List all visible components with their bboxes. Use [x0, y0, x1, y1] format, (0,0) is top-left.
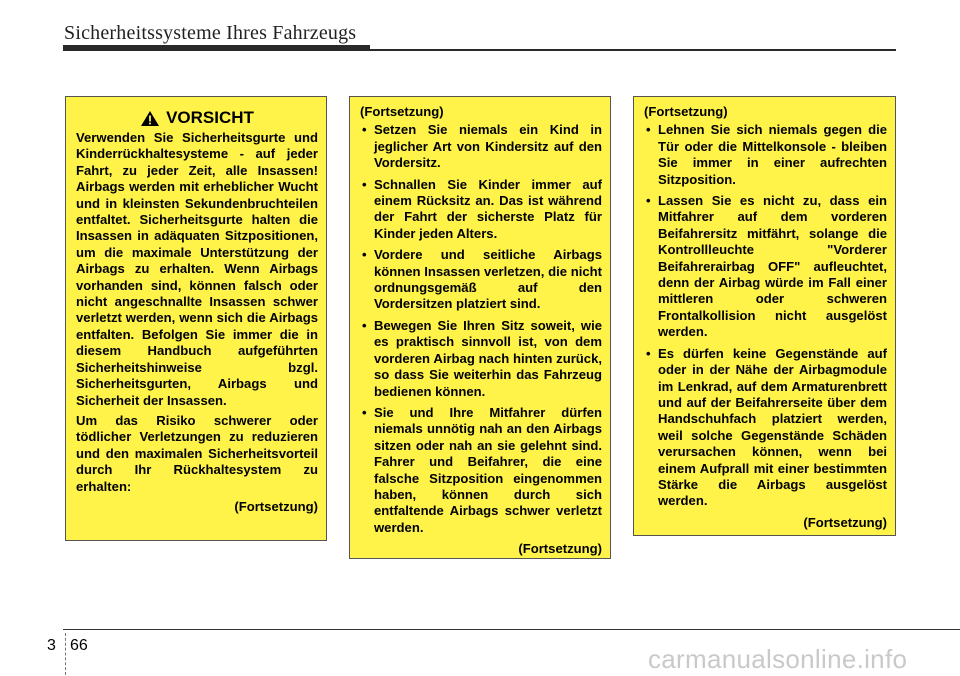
caution-paragraph-2: Um das Risiko schwerer oder tödlicher Verletzungen zu reduzieren und den maximalen Sicherheitsvorteil durch Ihr Rückhaltesystem zu erhalten: — [76, 412, 318, 494]
list-item: • Es dürfen keine Gegenstände auf oder in der Nähe der Airbagmodule im Lenkrad, auf dem Armaturenbrett und auf der Beifahrerseite über dem Handschuhfach platziert werden, weil solche Gegenstände Schäden verursachen können, wenn bei einem Aufprall mit einer bestimmten Stärke die Airbags ausgelöst werden. — [644, 346, 887, 510]
page-number: 66 — [70, 637, 88, 654]
header-bar — [63, 45, 370, 51]
continued-label: (Fortsetzung) — [234, 498, 318, 514]
caution-panel — [65, 96, 327, 541]
continued-label: (Fortsetzung) — [518, 541, 602, 557]
continued-label: (Fortsetzung) — [803, 514, 887, 530]
continuation-label: (Fortsetzung) — [360, 104, 444, 119]
page-number-separator — [65, 633, 66, 675]
list-item: • Vordere und seitliche Airbags können Insassen verletzen, die nicht ordnungsgemäß auf den Vordersitzen platziert sind. — [360, 247, 602, 313]
list-item: • Bewegen Sie Ihren Sitz soweit, wie es praktisch sinnvoll ist, von dem vorderen Airbag nach hinten zurück, so dass Sie weiterhin das Fahrzeug bedienen können. — [360, 318, 602, 400]
list-item: • Lehnen Sie sich niemals gegen die Tür oder die Mittelkonsole - bleiben Sie immer in einer aufrechten Sitzposition. — [644, 122, 887, 188]
caution-panel-continued-2 — [633, 96, 896, 536]
list-item: • Setzen Sie niemals ein Kind in jeglicher Art von Kindersitz auf den Vordersitz. — [360, 122, 602, 171]
bullet-list — [644, 122, 887, 509]
header-title: Sicherheitssysteme Ihres Fahrzeugs — [64, 22, 357, 44]
caution-panel-continued-1 — [349, 96, 611, 559]
continuation-label: (Fortsetzung) — [644, 104, 728, 119]
bullet-list — [360, 122, 602, 536]
caution-heading-text: VORSICHT — [166, 108, 254, 127]
list-item: • Sie und Ihre Mitfahrer dürfen niemals unnötig nah an den Airbags sitzen oder nah an sie gelehnt sind. Fahrer und Beifahrer, die eine falsche Sitzposition eingenommen haben, können durch sich entfaltende Airbags schwer verletzt werden. — [360, 405, 602, 536]
caution-heading — [76, 108, 318, 128]
chapter-number: 3 — [47, 637, 56, 654]
caution-paragraph-1: Verwenden Sie Sicherheitsgurte und Kinderrückhaltesysteme - auf jeder Fahrt, zu jeder Zeit, alle Insassen! Airbags werden mit erheblicher Wucht und in kleinsten Sekundenbruchteilen entfaltet. Sicherheitsgurte halten die Insassen in adäquaten Sitzpositionen, um die maximale Unterstützung der Airbags zu erhalten. Wenn Airbags vorhanden sind, können falsch oder nicht angeschnallte Insassen schwer verletzt werden, wenn sich die Airbags entfalten. Befolgen Sie immer die in diesem Handbuch aufgeführten Sicherheitshinweise bzgl. Sicherheitsgurten, Airbags und Sicherheit der Insassen. — [76, 130, 318, 408]
footer-rule — [63, 629, 960, 630]
list-item: • Schnallen Sie Kinder immer auf einem Rücksitz an. Das ist während der Fahrt der sicherste Platz für Kinder jeden Alters. — [360, 177, 602, 243]
watermark: carmanualsonline.info — [648, 644, 908, 674]
warning-triangle-icon — [140, 110, 160, 127]
header-rule — [370, 49, 896, 51]
list-item: • Lassen Sie es nicht zu, dass ein Mitfahrer auf dem vorderen Beifahrersitz mitfährt, solange die Kontrollleuchte "Vorderer Beifahrerairbag OFF" aufleuchtet, denn der Airbag würde im Fall einer mittleren oder schweren Frontalkollision nicht ausgelöst werden. — [644, 193, 887, 341]
